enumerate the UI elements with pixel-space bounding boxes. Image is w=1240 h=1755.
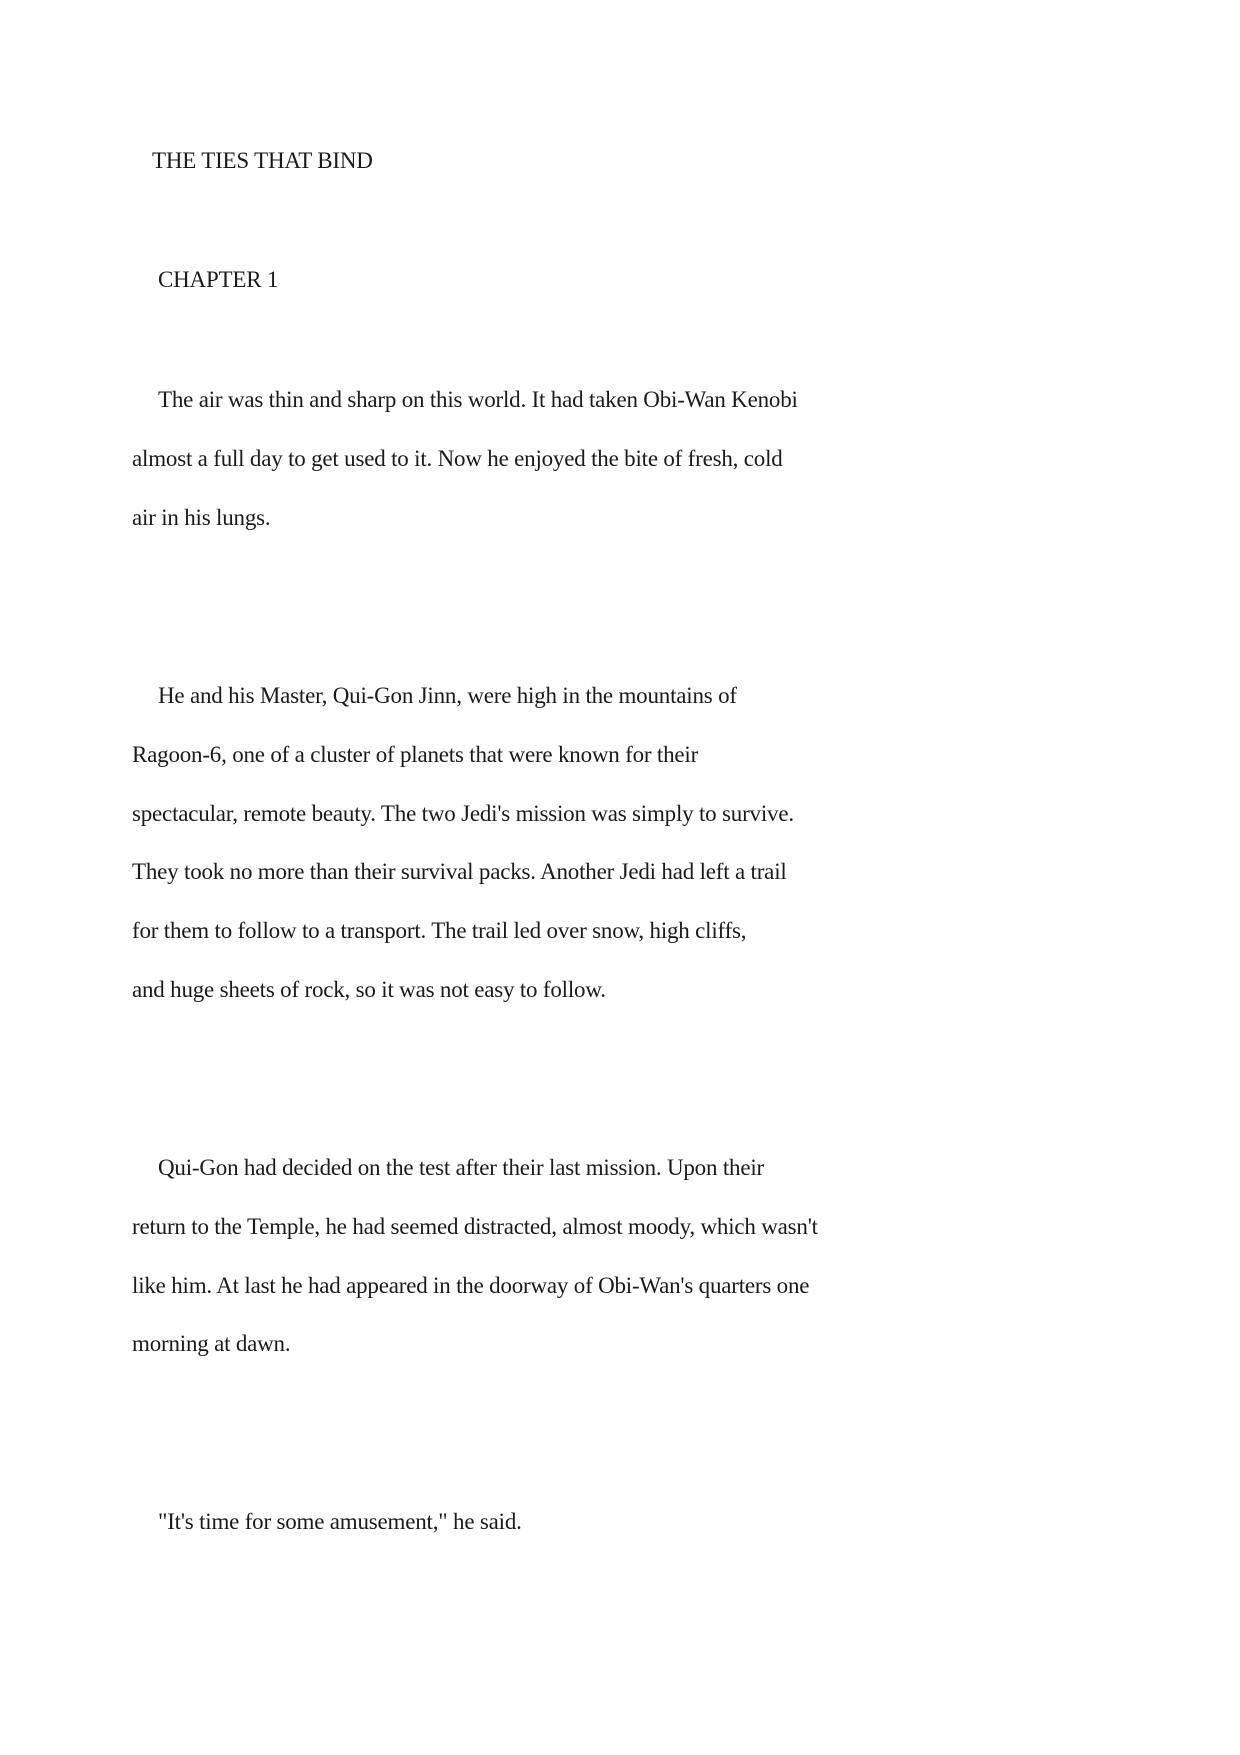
book-title: THE TIES THAT BIND [152, 148, 373, 173]
paragraph-line: return to the Temple, he had seemed distracted, almost moody, which wasn't [132, 1214, 818, 1239]
paragraph-line: almost a full day to get used to it. Now he enjoyed the bite of fresh, cold [132, 446, 783, 471]
paragraph-line: They took no more than their survival packs. Another Jedi had left a trail [132, 859, 787, 884]
paragraph-line: for them to follow to a transport. The trail led over snow, high cliffs, [132, 918, 747, 943]
paragraph-line: air in his lungs. [132, 505, 271, 530]
paragraph-line: and huge sheets of rock, so it was not easy to follow. [132, 977, 606, 1002]
paragraph-line: The air was thin and sharp on this world. It had taken Obi-Wan Kenobi [158, 387, 798, 412]
paragraph-line: like him. At last he had appeared in the doorway of Obi-Wan's quarters one [132, 1273, 810, 1298]
paragraph-line: Qui-Gon had decided on the test after their last mission. Upon their [158, 1155, 764, 1180]
paragraph-line: He and his Master, Qui-Gon Jinn, were high in the mountains of [158, 683, 737, 708]
paragraph-line: morning at dawn. [132, 1331, 291, 1356]
paragraph-line: spectacular, remote beauty. The two Jedi's mission was simply to survive. [132, 801, 794, 826]
paragraph-line: Ragoon-6, one of a cluster of planets that were known for their [132, 742, 699, 767]
chapter-heading: CHAPTER 1 [158, 267, 279, 292]
paragraph-line: "It's time for some amusement," he said. [158, 1509, 522, 1534]
